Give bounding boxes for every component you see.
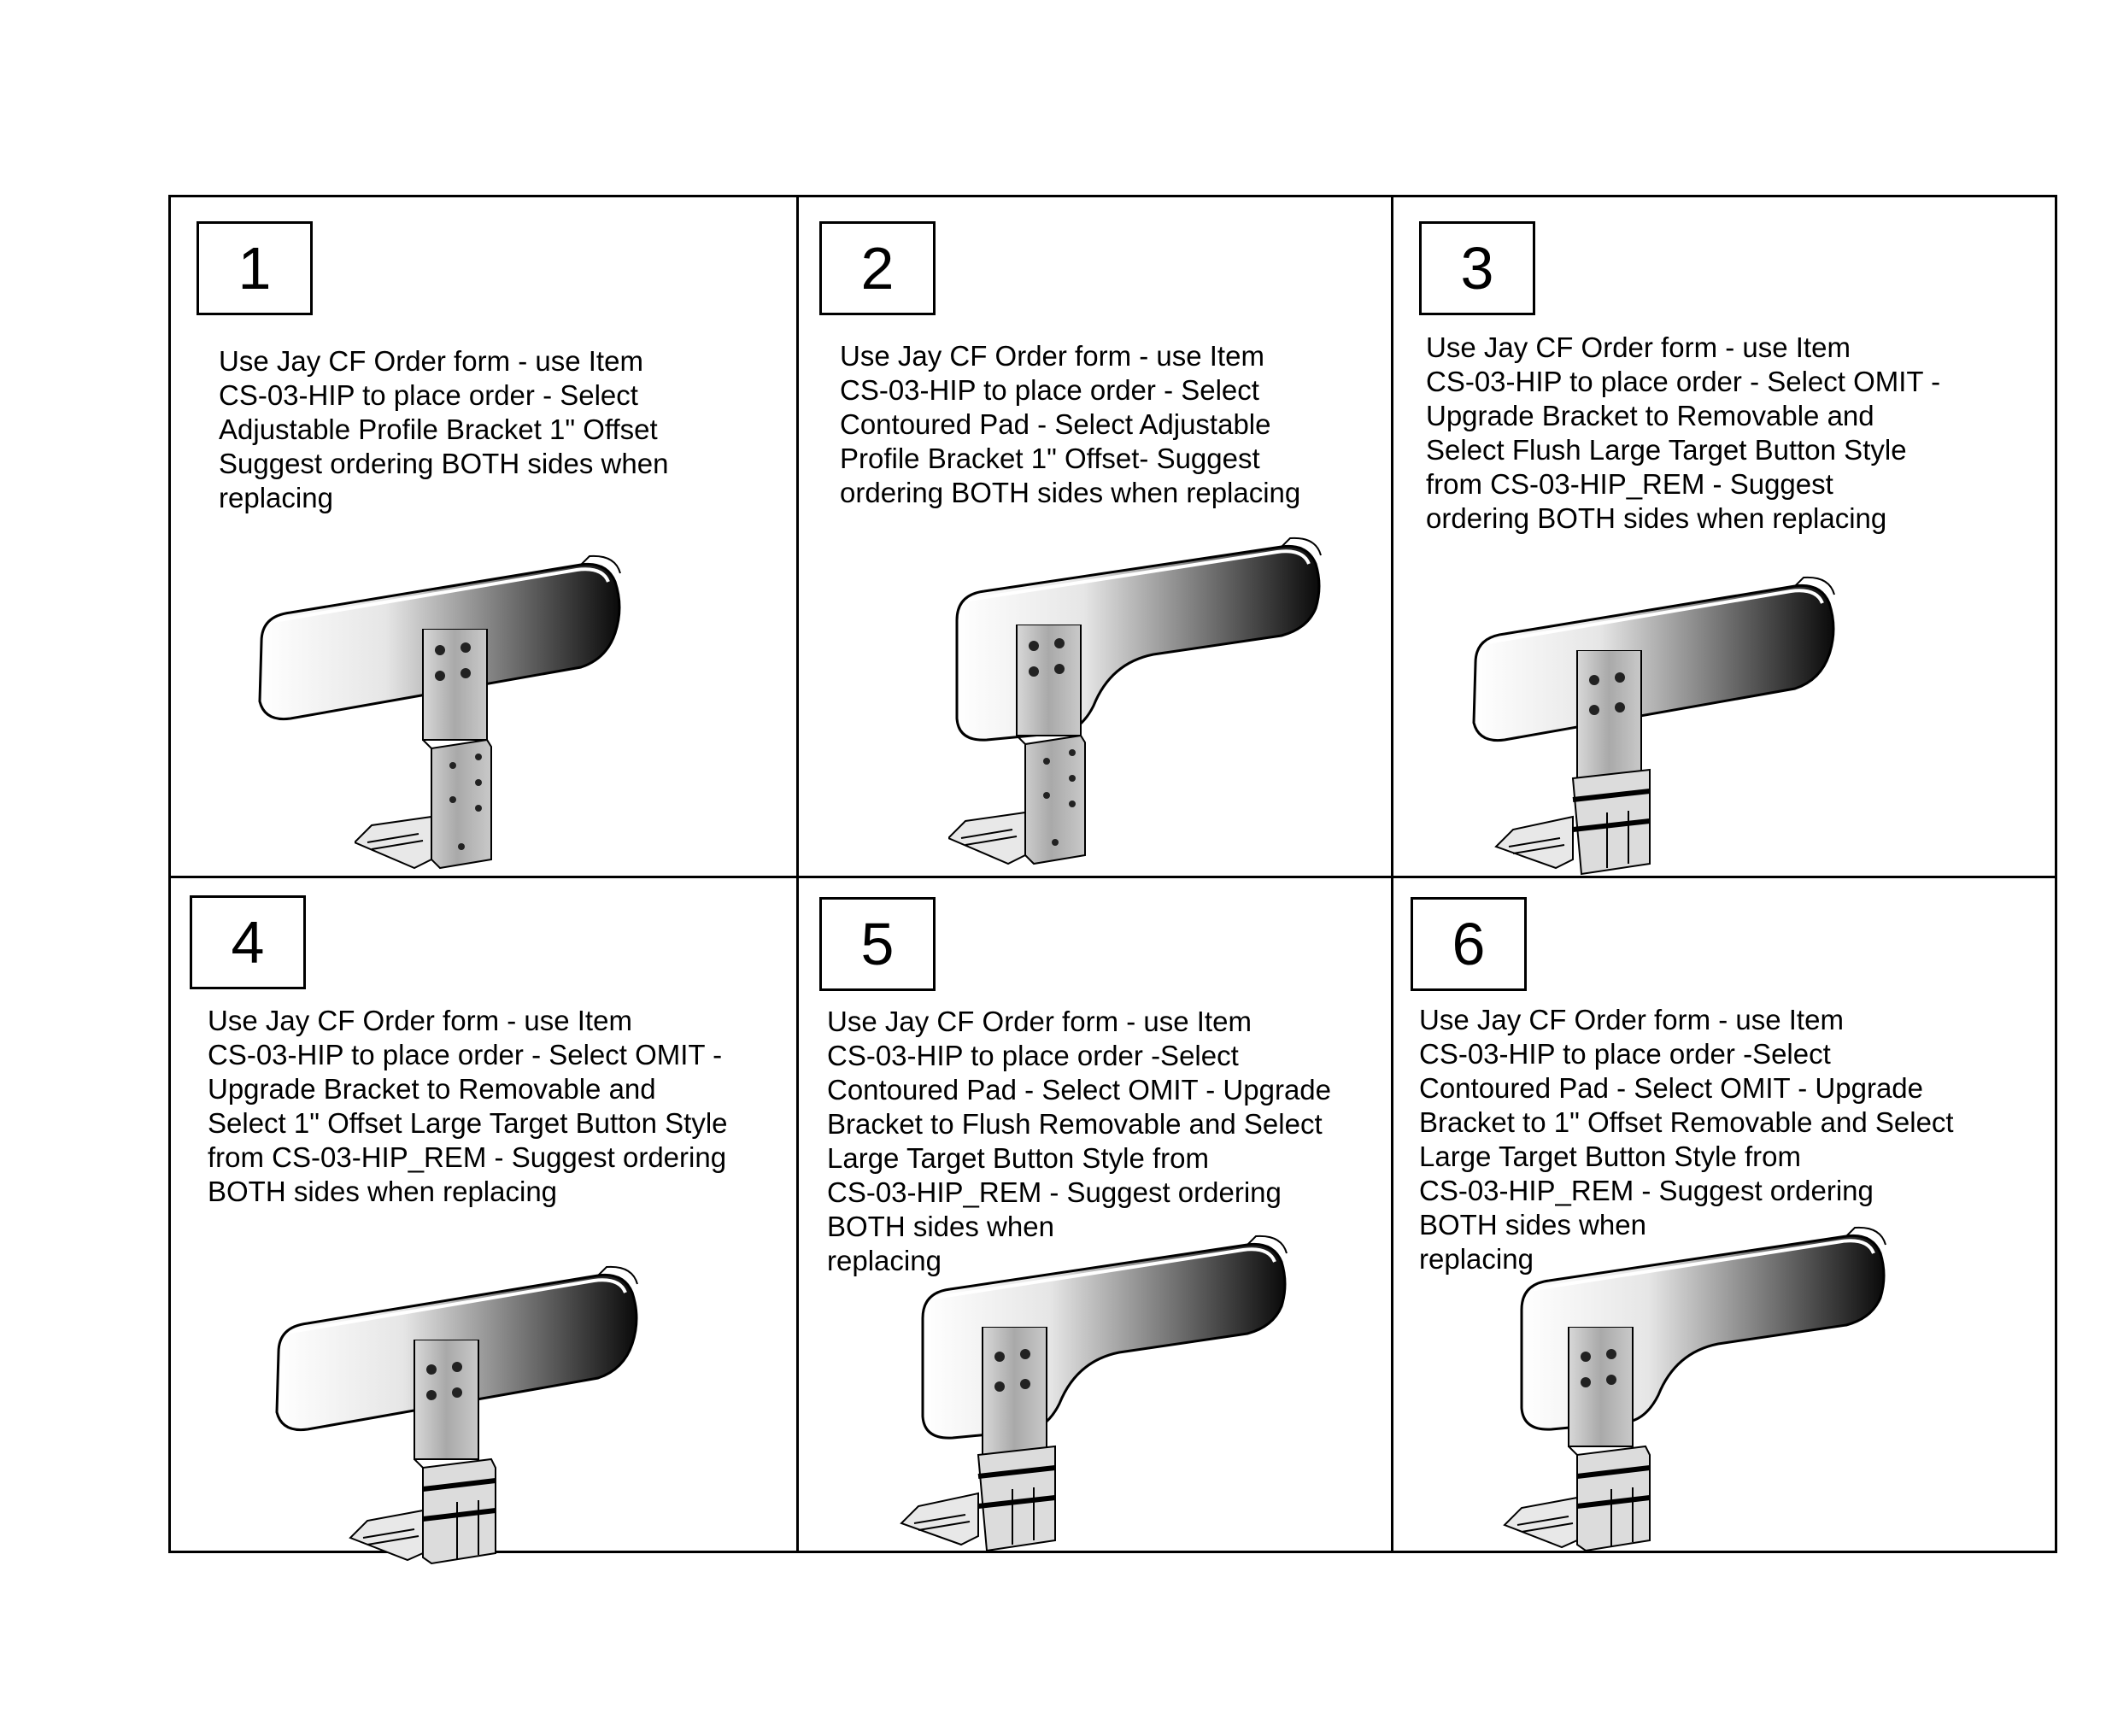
option-description: Use Jay CF Order form - use Item CS-03-HIP to place order - Select OMIT - Upgrade Bracket to Removable and Select Flush Large Target Button Style from CS-03-HIP_REM - Suggest ordering BOTH sides when replacing: [1426, 331, 1941, 534]
option-number: 4: [190, 895, 306, 989]
option-cell-5: [799, 878, 1391, 1551]
flush-removable-bracket-icon: [1487, 650, 1658, 906]
option-description: Use Jay CF Order form - use Item CS-03-HIP to place order -Select Contoured Pad - Select OMIT - Upgrade Bracket to Flush Removable and Select Large Target Button Style from CS-03-HIP_REM - Suggest ordering BOTH sides when replacing: [827, 1006, 1332, 1276]
option-number: 3: [1419, 221, 1535, 315]
option-number: 2: [819, 221, 936, 315]
option-description: Use Jay CF Order form - use Item CS-03-HIP to place order - Select Contoured Pad - Select Adjustable Profile Bracket 1" Offset- Suggest ordering BOTH sides when replacing: [840, 340, 1301, 508]
option-description: Use Jay CF Order form - use Item CS-03-HIP to place order -Select Contoured Pad - Select OMIT - Upgrade Bracket to 1" Offset Removable and Select Large Target Button Style from CS-03-HIP_REM - Suggest ordering BOTH sides when replacing: [1419, 1004, 1954, 1275]
product-grid: [168, 195, 2057, 1553]
offset-adjustable-bracket-icon: [948, 625, 1119, 881]
offset-removable-bracket-icon: [346, 1340, 517, 1596]
option-cell-1: [171, 197, 796, 876]
option-cell-6: [1393, 878, 2055, 1551]
offset-removable-bracket-icon: [1500, 1327, 1671, 1583]
option-cell-3: [1393, 197, 2055, 876]
option-number: 5: [819, 897, 936, 991]
option-description: Use Jay CF Order form - use Item CS-03-HIP to place order - Select Adjustable Profile Bracket 1" Offset Suggest ordering BOTH sides when replacing: [219, 345, 669, 513]
option-description: Use Jay CF Order form - use Item CS-03-HIP to place order - Select OMIT - Upgrade Bracket to Removable and Select 1" Offset Large Target Button Style from CS-03-HIP_REM - Suggest ordering BOTH sides when replacing: [208, 1005, 728, 1207]
offset-adjustable-bracket-icon: [355, 629, 525, 885]
flush-removable-bracket-icon: [893, 1327, 1064, 1583]
option-number: 6: [1411, 897, 1527, 991]
option-number: 1: [197, 221, 313, 315]
option-cell-2: [799, 197, 1391, 876]
option-cell-4: [171, 878, 796, 1551]
